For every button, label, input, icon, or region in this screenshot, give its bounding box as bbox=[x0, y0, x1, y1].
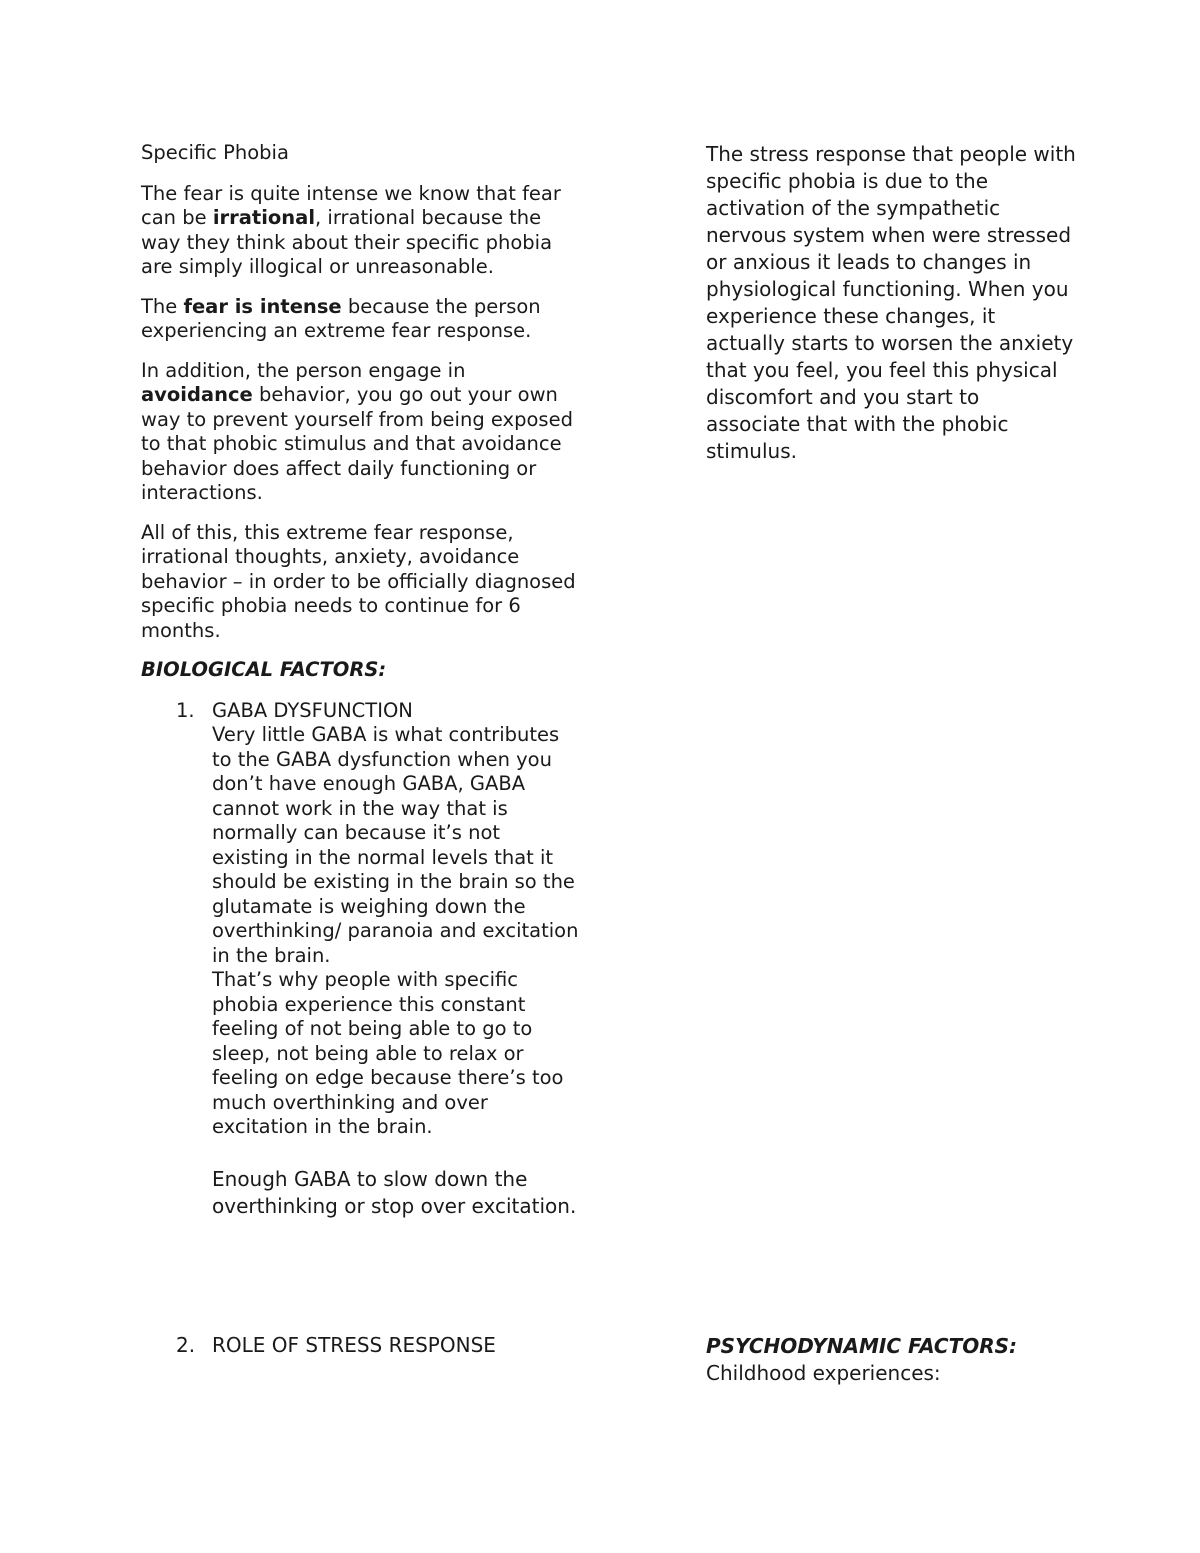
paragraph-text: behavior, you go out your own way to prevent yourself from being exposed to that phobic stimulus and that avoidance behavior does affect daily functioning or interactions. bbox=[141, 383, 573, 504]
right-column bbox=[706, 141, 1076, 480]
list-item bbox=[141, 1333, 652, 1357]
section-heading-biological: BIOLOGICAL FACTORS: bbox=[141, 658, 387, 681]
psychodynamic-section bbox=[706, 1333, 1126, 1387]
list-item-text: Very little GABA is what contributes to the GABA dysfunction when you don’t have enough GABA, GABA cannot work in the way that is normally can because it’s not existing in the normal levels that it should be existing in the brain so the glutamate is weighing down the overthinking/ paranoia and excitation in the brain. bbox=[212, 723, 579, 967]
left-column bbox=[141, 141, 581, 1220]
list-number: 1. bbox=[176, 698, 195, 722]
paragraph-diagnosis: All of this, this extreme fear response, irrational thoughts, anxiety, avoidance behavior – in order to be officially diagnosed specific phobia needs to continue for 6 months. bbox=[141, 520, 576, 642]
paragraph-intense bbox=[141, 295, 581, 344]
list-item-text: Enough GABA to slow down the overthinking or stop over excitation. bbox=[212, 1166, 577, 1218]
paragraph-stress-response: The stress response that people with specific phobia is due to the activation of the sympathetic nervous system when were stressed or anxious it leads to changes in physiological functioning. When you experience these changes, it actually starts to worsen the anxiety that you feel, you feel this physical discomfort and you start to associate that with the phobic stimulus. bbox=[706, 142, 1076, 463]
list-item bbox=[141, 699, 581, 1220]
paragraph-text: The bbox=[141, 294, 184, 318]
list-item-title: ROLE OF STRESS RESPONSE bbox=[212, 1333, 496, 1357]
section-heading-psychodynamic: PSYCHODYNAMIC FACTORS: bbox=[706, 1334, 1018, 1358]
paragraph-avoidance bbox=[141, 359, 581, 506]
list-number: 2. bbox=[176, 1333, 196, 1357]
list-item-text: That’s why people with specific phobia experience this constant feeling of not being able to go to sleep, not being able to relax or feeling on edge because there’s too much overthinking and over excitation in the brain. bbox=[212, 968, 564, 1138]
paragraph-text: In addition, the person engage in bbox=[141, 358, 466, 382]
paragraph-text: because the person experiencing an extreme fear response. bbox=[141, 294, 541, 342]
subheading-childhood: Childhood experiences: bbox=[706, 1361, 941, 1385]
list-item-title: GABA DYSFUNCTION bbox=[212, 698, 413, 722]
paragraph-irrational bbox=[141, 182, 581, 280]
spacer bbox=[212, 1140, 581, 1166]
bold-term: fear is intense bbox=[183, 294, 342, 318]
paragraph-text: The fear is quite intense we know that fear can be bbox=[141, 181, 561, 229]
bold-term: irrational bbox=[212, 206, 316, 229]
paragraph-text: , irrational because the way they think about their specific phobia are simply illogical or unreasonable. bbox=[141, 206, 553, 278]
bold-term: avoidance bbox=[141, 383, 253, 406]
document-title: Specific Phobia bbox=[141, 141, 289, 164]
